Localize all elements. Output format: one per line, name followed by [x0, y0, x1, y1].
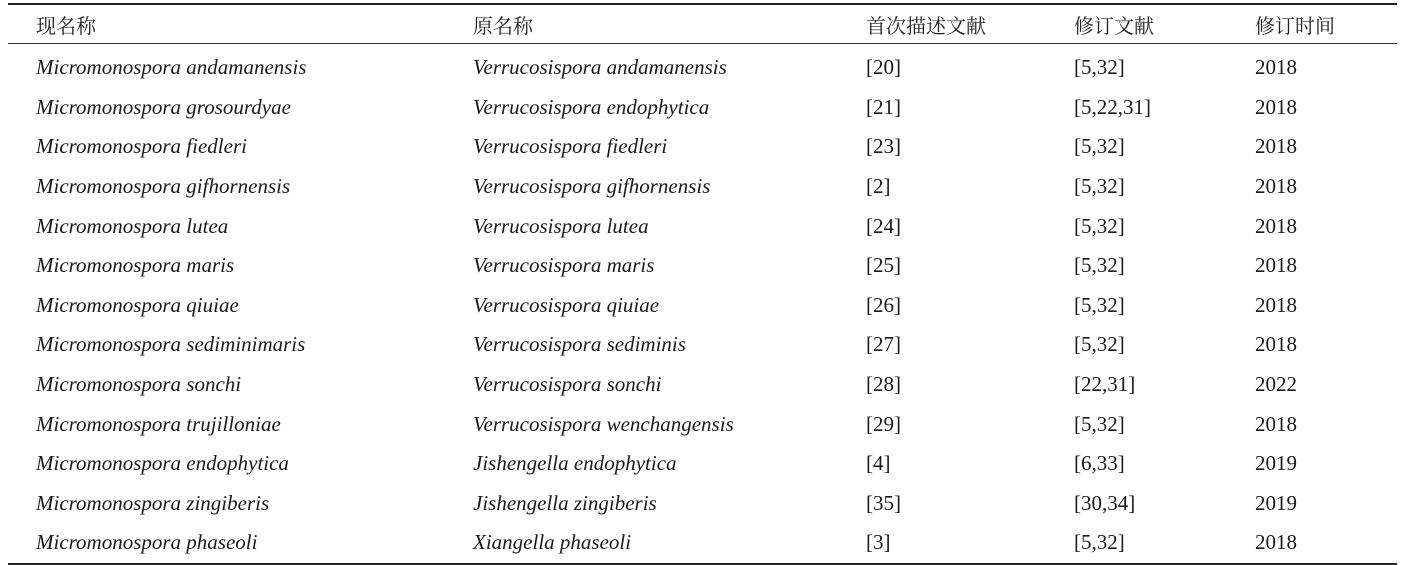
original-name-cell: Verrucosispora endophytica	[473, 94, 710, 119]
original-name-cell: Verrucosispora maris	[473, 253, 655, 278]
current-name-cell: Micromonospora andamanensis	[36, 55, 307, 80]
current-name-cell: Micromonospora gifhornensis	[36, 174, 291, 199]
current-name-cell: Micromonospora sediminimaris	[36, 332, 306, 357]
header-original-name: 原名称	[473, 13, 533, 38]
revision-year-cell: 2018	[1255, 411, 1297, 436]
first-ref-cell: [20]	[866, 55, 901, 80]
original-name-cell: Jishengella zingiberis	[473, 490, 657, 515]
revision-ref-cell: [5,32]	[1074, 55, 1125, 80]
revision-year-cell: 2018	[1255, 94, 1297, 119]
table-row	[8, 206, 1397, 246]
table-row	[8, 484, 1397, 524]
revision-year-cell: 2018	[1255, 530, 1297, 555]
original-name-cell: Verrucosispora sonchi	[473, 372, 662, 397]
header-row	[8, 5, 1397, 43]
revision-ref-cell: [5,32]	[1074, 411, 1125, 436]
revision-ref-cell: [5,22,31]	[1074, 94, 1151, 119]
original-name-cell: Verrucosispora wenchangensis	[473, 411, 734, 436]
species-table	[8, 3, 1397, 565]
revision-year-cell: 2018	[1255, 134, 1297, 159]
revision-year-cell: 2018	[1255, 332, 1297, 357]
revision-ref-cell: [5,32]	[1074, 292, 1125, 317]
revision-year-cell: 2019	[1255, 490, 1297, 515]
revision-ref-cell: [22,31]	[1074, 372, 1136, 397]
revision-year-cell: 2018	[1255, 213, 1297, 238]
first-ref-cell: [24]	[866, 213, 901, 238]
current-name-cell: Micromonospora phaseoli	[36, 530, 258, 555]
table-row	[8, 325, 1397, 365]
original-name-cell: Verrucosispora andamanensis	[473, 55, 727, 80]
table-row	[8, 444, 1397, 484]
original-name-cell: Jishengella endophytica	[473, 451, 677, 476]
header-current-name: 现名称	[36, 13, 96, 38]
table-row	[8, 286, 1397, 326]
table-row	[8, 365, 1397, 405]
first-ref-cell: [27]	[866, 332, 901, 357]
current-name-cell: Micromonospora trujilloniae	[36, 411, 281, 436]
revision-ref-cell: [30,34]	[1074, 490, 1136, 515]
first-ref-cell: [23]	[866, 134, 901, 159]
revision-ref-cell: [5,32]	[1074, 213, 1125, 238]
revision-ref-cell: [5,32]	[1074, 332, 1125, 357]
first-ref-cell: [26]	[866, 292, 901, 317]
revision-year-cell: 2019	[1255, 451, 1297, 476]
revision-year-cell: 2022	[1255, 372, 1297, 397]
current-name-cell: Micromonospora lutea	[36, 213, 229, 238]
original-name-cell: Xiangella phaseoli	[473, 530, 632, 555]
table-row	[8, 44, 1397, 88]
revision-ref-cell: [6,33]	[1074, 451, 1125, 476]
first-ref-cell: [2]	[866, 174, 891, 199]
first-ref-cell: [29]	[866, 411, 901, 436]
first-ref-cell: [21]	[866, 94, 901, 119]
first-ref-cell: [25]	[866, 253, 901, 278]
original-name-cell: Verrucosispora lutea	[473, 213, 649, 238]
revision-ref-cell: [5,32]	[1074, 174, 1125, 199]
original-name-cell: Verrucosispora gifhornensis	[473, 174, 711, 199]
revision-year-cell: 2018	[1255, 292, 1297, 317]
table-bottom-rule	[8, 563, 1397, 565]
revision-ref-cell: [5,32]	[1074, 134, 1125, 159]
current-name-cell: Micromonospora qiuiae	[36, 292, 239, 317]
revision-year-cell: 2018	[1255, 253, 1297, 278]
original-name-cell: Verrucosispora fiedleri	[473, 134, 668, 159]
original-name-cell: Verrucosispora sediminis	[473, 332, 686, 357]
current-name-cell: Micromonospora endophytica	[36, 451, 289, 476]
table-row	[8, 523, 1397, 563]
first-ref-cell: [4]	[866, 451, 891, 476]
species-table-grid	[8, 5, 1397, 43]
table-body	[8, 44, 1397, 563]
header-first-description-ref: 首次描述文献	[866, 13, 986, 38]
current-name-cell: Micromonospora sonchi	[36, 372, 242, 397]
current-name-cell: Micromonospora zingiberis	[36, 490, 270, 515]
species-table-body	[8, 44, 1397, 563]
current-name-cell: Micromonospora maris	[36, 253, 235, 278]
original-name-cell: Verrucosispora qiuiae	[473, 292, 660, 317]
header-revision-year: 修订时间	[1255, 13, 1335, 38]
header-revision-ref: 修订文献	[1074, 13, 1154, 38]
first-ref-cell: [35]	[866, 490, 901, 515]
current-name-cell: Micromonospora grosourdyae	[36, 94, 291, 119]
table-row	[8, 404, 1397, 444]
revision-year-cell: 2018	[1255, 55, 1297, 80]
table-row	[8, 246, 1397, 286]
table-header	[8, 5, 1397, 43]
first-ref-cell: [28]	[866, 372, 901, 397]
table-row	[8, 167, 1397, 207]
revision-year-cell: 2018	[1255, 174, 1297, 199]
table-row	[8, 88, 1397, 128]
revision-ref-cell: [5,32]	[1074, 253, 1125, 278]
revision-ref-cell: [5,32]	[1074, 530, 1125, 555]
first-ref-cell: [3]	[866, 530, 891, 555]
current-name-cell: Micromonospora fiedleri	[36, 134, 247, 159]
table-row	[8, 127, 1397, 167]
